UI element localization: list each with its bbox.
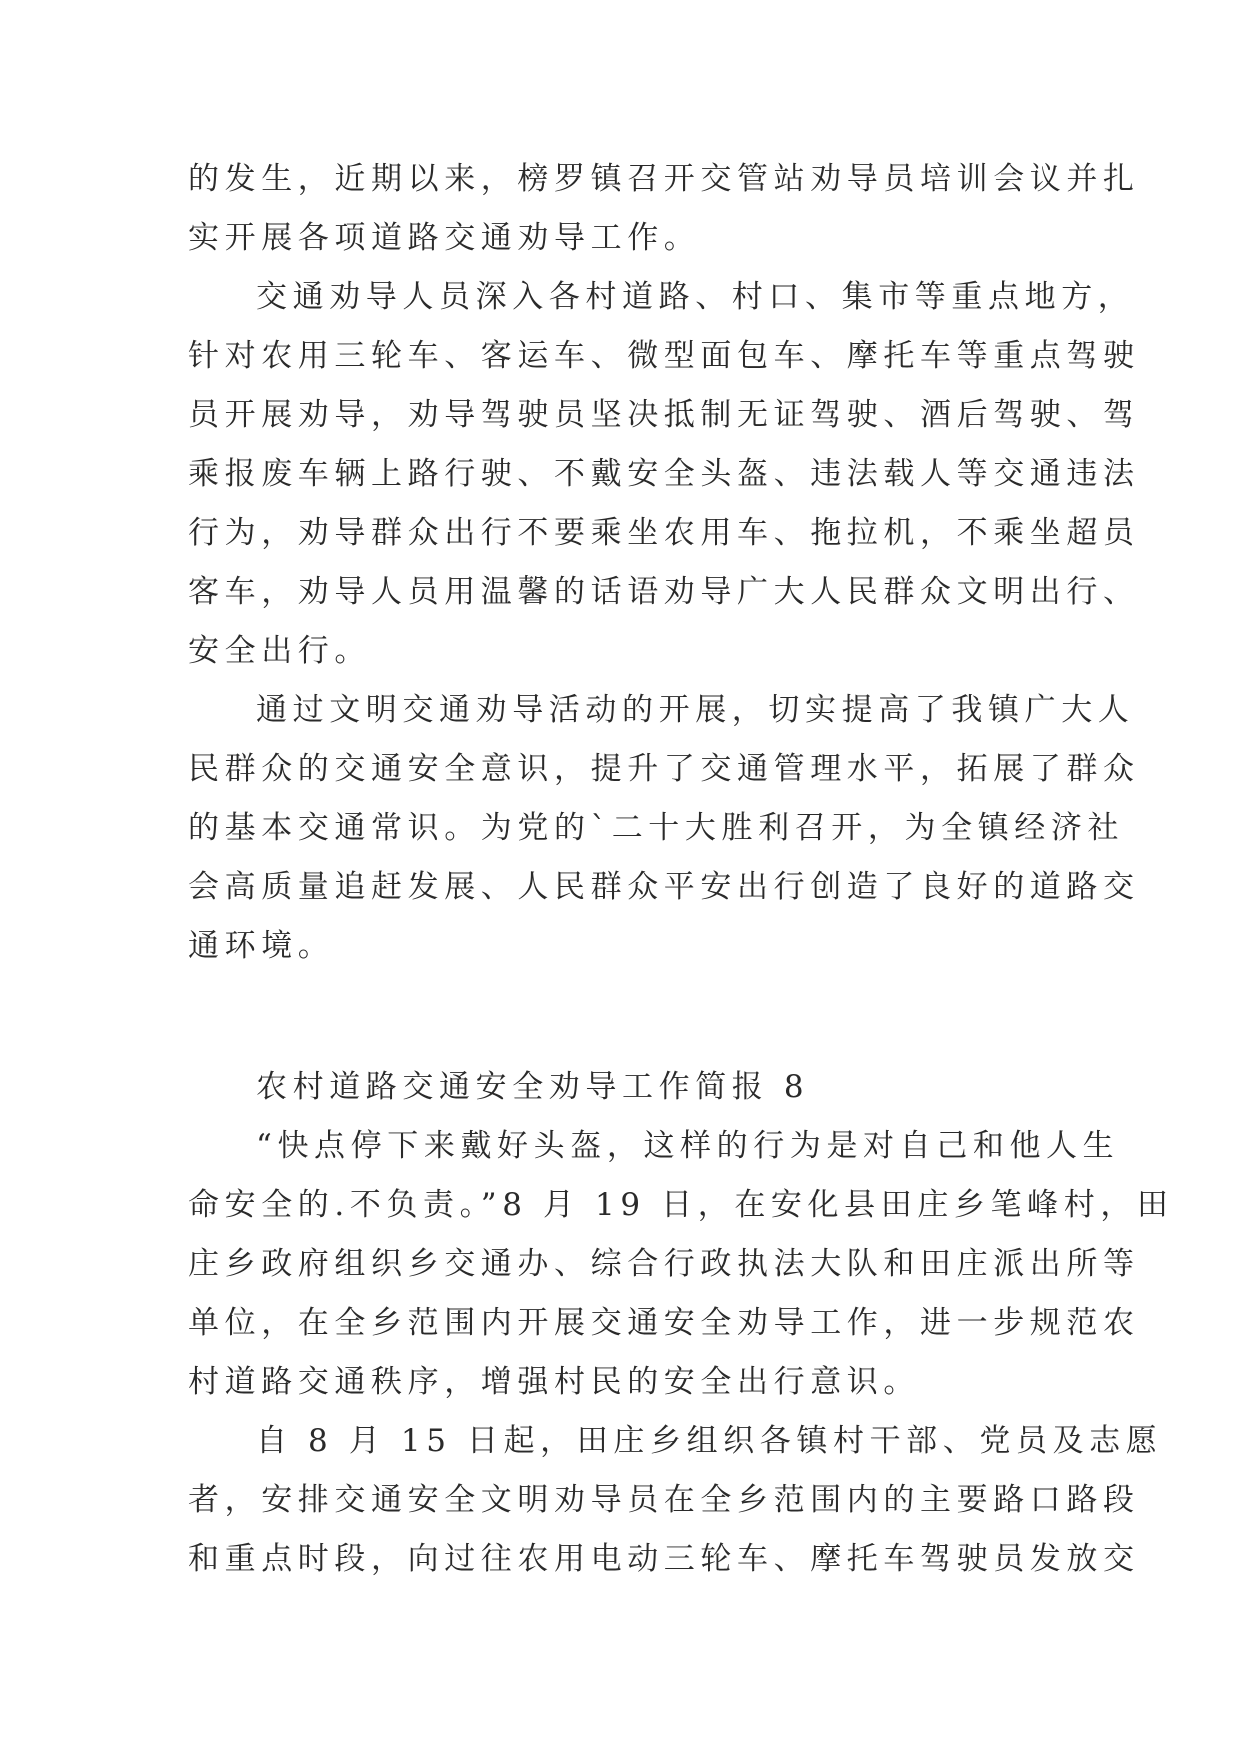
text-line: 者，安排交通安全文明劝导员在全乡范围内的主要路口路段 xyxy=(188,1482,1140,1518)
text-line: 针对农用三轮车、客运车、微型面包车、摩托车等重点驾驶 xyxy=(188,338,1140,374)
text-line: 民群众的交通安全意识，提升了交通管理水平，拓展了群众 xyxy=(188,751,1140,787)
paragraph-continued xyxy=(188,150,1140,268)
text-line: 命安全的.不负责。”8 月 19 日，在安化县田庄乡笔峰村，田 xyxy=(188,1187,1174,1223)
paragraph xyxy=(188,1117,1174,1412)
text-line: 会高质量追赶发展、人民群众平安出行创造了良好的道路交 xyxy=(188,869,1140,905)
text-line: 乘报废车辆上路行驶、不戴安全头盔、违法载人等交通违法 xyxy=(188,456,1140,492)
text-line: 通过文明交通劝导活动的开展，切实提高了我镇广大人 xyxy=(256,692,1135,728)
text-line: 和重点时段，向过往农用电动三轮车、摩托车驾驶员发放交 xyxy=(188,1541,1140,1577)
section-spacer xyxy=(188,976,1068,1058)
text-line: 行为，劝导群众出行不要乘坐农用车、拖拉机，不乘坐超员 xyxy=(188,515,1140,551)
text-line: 庄乡政府组织乡交通办、综合行政执法大队和田庄派出所等 xyxy=(188,1246,1140,1282)
text-line: “快点停下来戴好头盔，这样的行为是对自己和他人生 xyxy=(256,1128,1120,1164)
text-line: 的基本交通常识。为党的`二十大胜利召开，为全镇经济社 xyxy=(188,810,1125,846)
text-line: 单位，在全乡范围内开展交通安全劝导工作，进一步规范农 xyxy=(188,1305,1140,1341)
text-line: 的发生，近期以来，榜罗镇召开交管站劝导员培训会议并扎 xyxy=(188,161,1140,197)
document-body xyxy=(188,150,1174,1589)
text-line: 村道路交通秩序，增强村民的安全出行意识。 xyxy=(188,1364,920,1400)
paragraph xyxy=(188,681,1140,976)
paragraph xyxy=(188,268,1140,681)
text-line: 交通劝导人员深入各村道路、村口、集市等重点地方， xyxy=(256,279,1135,315)
text-line: 安全出行。 xyxy=(188,633,371,669)
text-line: 通环境。 xyxy=(188,928,335,964)
text-line: 自 8 月 15 日起，田庄乡组织各镇村干部、党员及志愿 xyxy=(256,1423,1163,1459)
section-heading: 农村道路交通安全劝导工作简报 8 xyxy=(256,1069,810,1105)
text-line: 客车，劝导人员用温馨的话语劝导广大人民群众文明出行、 xyxy=(188,574,1140,610)
text-line: 实开展各项道路交通劝导工作。 xyxy=(188,220,701,256)
paragraph xyxy=(188,1412,1163,1589)
text-line: 员开展劝导，劝导驾驶员坚决抵制无证驾驶、酒后驾驶、驾 xyxy=(188,397,1140,433)
